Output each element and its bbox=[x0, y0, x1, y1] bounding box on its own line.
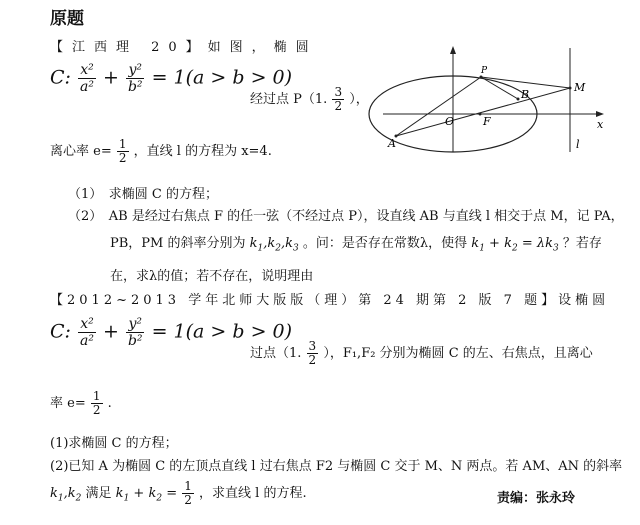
point-m bbox=[569, 87, 572, 90]
problem1-q2-line3: 在，求λ的值；若不存在，说明理由 bbox=[110, 269, 314, 284]
label-m: M bbox=[574, 81, 586, 94]
problem1-q2-line1: （2） AB 是经过右焦点 F 的任一弦（不经过点 P），设直线 AB 与直线 l 相交于点 M，记 PA， bbox=[68, 209, 624, 224]
page-title: 原题 bbox=[50, 9, 84, 29]
label-f: F bbox=[483, 115, 491, 128]
problem2-q1: (1)求椭圆 C 的方程； bbox=[50, 436, 178, 451]
point-f bbox=[479, 113, 482, 116]
point-b bbox=[517, 98, 520, 101]
problem2-q2-line1: (2)已知 A 为椭圆 C 的左顶点直线 l 过右焦点 F2 与椭圆 C 交于 M、N 两点。若 AM、AN 的斜率 bbox=[50, 459, 623, 474]
y-axis-arrow bbox=[450, 46, 456, 54]
x-axis-label: x bbox=[597, 118, 604, 131]
problem1-q1: （1） 求椭圆 C 的方程； bbox=[68, 187, 218, 202]
problem2-eccentricity: 率 e= $\frac{1}{2}$ . bbox=[50, 389, 112, 417]
editor-credit: 责编：张永玲 bbox=[497, 491, 576, 506]
problem2-source: 【2012~2013 学年北师大版版（理）第 24 期第 2 版 7 题】设椭圆 bbox=[50, 293, 610, 308]
problem1-passes-point: 经过点 P（1. $\frac{3}{2}$ ）， bbox=[250, 85, 369, 113]
problem1-q2-line2: PB，PM 的斜率分别为 $k_1,k_2,k_3$ 。问：是否存在常数λ，使得 $k_1 + k_2 = \lambda k_3$ ？若存 bbox=[110, 236, 602, 254]
problem1-eccentricity: 离心率 e= $\frac{1}{2}$ ，直线 l 的方程为 x=4. bbox=[50, 137, 272, 165]
line-pb bbox=[481, 77, 518, 99]
problem2-q2-line2: $k_1,k_2$ 满足 $k_1 + k_2$ = $\frac{1}{2}$ ，求直线 l 的方程. bbox=[50, 479, 307, 507]
ellipse-figure bbox=[368, 44, 618, 156]
label-a: A bbox=[388, 137, 396, 150]
problem2-equation: C: $\frac{\text{x²}}{\text{a²}}$ + $\frac{\text{y²}}{\text{b²}}$ = 1(a > b > 0) bbox=[50, 316, 293, 349]
label-o: O bbox=[445, 115, 455, 128]
x-axis-arrow bbox=[596, 111, 604, 117]
problem1-equation: C: $\frac{\text{x²}}{\text{a²}}$ + $\frac{\text{y²}}{\text{b²}}$ = 1(a > b > 0) bbox=[50, 62, 293, 95]
problem2-passes-point: 过点（1. $\frac{3}{2}$ ），F₁,F₂ 分别为椭圆 C 的左、右焦点，且离心 bbox=[250, 339, 593, 367]
label-b: B bbox=[521, 88, 530, 101]
line-pa bbox=[396, 77, 481, 136]
line-l-label: l bbox=[576, 138, 580, 151]
line-am bbox=[396, 88, 570, 136]
label-p: P bbox=[481, 66, 488, 76]
line-pm bbox=[481, 77, 570, 88]
problem1-source: 【江西理 20】如图，椭圆 bbox=[50, 40, 318, 55]
